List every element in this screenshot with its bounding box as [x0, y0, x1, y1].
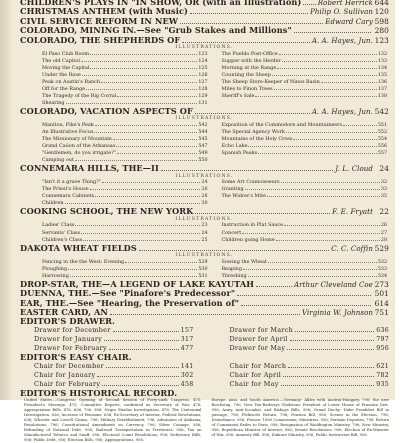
- illustration-title: Manitou, Pike's Peak: [42, 122, 94, 128]
- entry-author: Virginia W. Johnson: [301, 308, 373, 317]
- illustration-page: 556: [377, 144, 387, 150]
- entry-author: F. E. Fryatt: [332, 208, 373, 217]
- illustration-page: 137: [377, 86, 387, 92]
- illustration-page: 128: [198, 86, 208, 92]
- drawer-column-right: [216, 326, 390, 354]
- entries-top: [20, 0, 389, 45]
- illustration-title: The Tragedy of the Big Corral: [42, 92, 117, 99]
- entry-author: Edward Cary: [325, 17, 373, 26]
- drawer-column-left: [20, 326, 194, 354]
- illustration-page: 134: [377, 65, 387, 71]
- illustration-page: 26: [201, 187, 208, 193]
- illustration-item: [42, 193, 208, 200]
- illustration-item: [42, 259, 208, 266]
- illustration-item: [42, 150, 208, 157]
- illustration-item: [222, 58, 388, 65]
- illustration-title: "Isn't it a grave Thing?": [42, 179, 101, 186]
- illustration-item: [42, 79, 208, 86]
- illustration-page: 135: [377, 72, 387, 78]
- entry-title: CONNEMARA HILLS, THE—II: [20, 163, 159, 174]
- illustration-title: The Priest's House: [42, 186, 89, 193]
- illustrations-label: ILLUSTRATIONS.: [175, 173, 234, 179]
- chair-page: 458: [180, 381, 194, 389]
- illustrations-list: [20, 222, 389, 243]
- illustrations-label: ILLUSTRATIONS.: [175, 45, 234, 51]
- illustrations-list: [20, 122, 389, 164]
- section-heading: [20, 353, 389, 361]
- illustrations-label: ILLUSTRATIONS.: [175, 253, 234, 259]
- illustration-item: [42, 51, 208, 58]
- chair-item: [216, 362, 390, 371]
- historical-record-text: [20, 398, 389, 443]
- illustration-title: Sheriff's Sale: [221, 92, 255, 99]
- leader-dots: [190, 13, 308, 14]
- illustration-item: [42, 136, 208, 143]
- illustrations-label: ILLUSTRATIONS.: [175, 116, 234, 122]
- entry-page: 501: [374, 289, 389, 299]
- entry-title: CHRISTMAS ANTHEM (with Music): [20, 6, 189, 17]
- illustrations-column-left: [42, 259, 208, 280]
- chair-label: Chair for December: [34, 361, 104, 370]
- entry-page: 280: [374, 26, 389, 36]
- chair-label: Chair for March: [229, 361, 287, 370]
- illustrations-column-left: [42, 122, 208, 164]
- illustration-page: 35: [380, 194, 387, 200]
- illustration-page: 542: [198, 123, 208, 128]
- illustration-item: [222, 86, 388, 93]
- illustration-title: El Paso Club Room: [42, 50, 90, 57]
- leader-dots: [195, 113, 310, 114]
- drawer-label: Drawer for April: [229, 334, 288, 343]
- illustration-title: The Widow's Mite: [221, 193, 266, 200]
- illustration-page: 126: [198, 72, 208, 78]
- chair-item: [216, 380, 390, 389]
- illustration-page: 23: [201, 223, 208, 229]
- illustration-item: [42, 230, 208, 237]
- illustration-title: Fencing in the the West: Evening: [42, 258, 125, 265]
- illustration-page: 28: [380, 237, 387, 243]
- illustration-page: 554: [377, 137, 387, 143]
- illustration-title: The Sheep Store-Keeper of Ninos Basin: [221, 78, 320, 85]
- historical-record-heading: EDITOR'S HISTORICAL RECORD.: [20, 388, 178, 399]
- leader-dots: [241, 305, 371, 306]
- chair-column-right: [216, 362, 390, 390]
- index-entry: [20, 36, 389, 45]
- illustrations-column-right: [222, 122, 388, 164]
- illustration-title: Servants' Class: [42, 229, 81, 236]
- illustration-page: 27: [380, 230, 387, 236]
- index-entry: [20, 207, 389, 216]
- illustration-title: Shearing: [42, 99, 65, 106]
- illustration-item: [222, 237, 388, 244]
- easy-chair-heading: EDITOR'S EASY CHAIR.: [20, 352, 132, 363]
- illustration-page: 532: [377, 259, 387, 265]
- illustration-title: Children's Class: [42, 236, 83, 243]
- entry-title: EDITOR'S DRAWER.: [20, 316, 116, 327]
- drawer-item: [216, 335, 390, 344]
- illustrations-column-right: [222, 51, 388, 107]
- illustration-page: 30: [201, 201, 208, 207]
- illustration-title: "Gentlemen, do you irrigate?": [42, 150, 117, 157]
- illustration-page: 33: [380, 187, 387, 193]
- chair-page: 782: [376, 372, 389, 379]
- illustration-title: Threshing: [221, 272, 247, 279]
- illustration-title: Peak on Austin's Ranch: [42, 78, 101, 85]
- illustration-page: 132: [377, 51, 387, 57]
- illustration-title: The old Capitol: [42, 57, 80, 64]
- illustration-title: The Special Agency Work: [221, 129, 285, 136]
- illustration-title: An Illustrative Focus: [42, 129, 94, 136]
- illustration-item: [222, 93, 388, 100]
- illustration-item: [222, 222, 388, 229]
- illustration-page: 534: [377, 273, 387, 279]
- leader-dots: [110, 314, 300, 315]
- illustration-item: [222, 259, 388, 266]
- illustration-item: [42, 65, 208, 72]
- chair-label: Chair for April: [229, 371, 282, 379]
- illustration-page: 24: [201, 230, 208, 236]
- chair-item: [20, 371, 194, 380]
- entry-title: DUENNA, THE.—See "Pinafore's Predecessor": [20, 288, 236, 299]
- entry-page: 273: [374, 279, 389, 289]
- illustration-item: [42, 266, 208, 273]
- entry-page: 542: [374, 107, 389, 116]
- illustration-page: 136: [377, 79, 387, 85]
- illustration-page: 552: [377, 130, 387, 136]
- drawer-page: 157: [180, 326, 194, 334]
- illustration-title: Connemara Cabinets: [42, 193, 95, 200]
- illustration-title: Mountains of the Holy Cross: [221, 136, 293, 143]
- illustration-title: Under the Rose: [42, 71, 81, 78]
- leader-dots: [182, 42, 310, 43]
- leader-dots: [180, 23, 323, 24]
- drawer-item: [216, 344, 390, 353]
- illustrations-column-left: [42, 222, 208, 243]
- index-entry: [20, 107, 389, 116]
- illustration-page: 125: [198, 65, 208, 71]
- entry-author: C. C. Coffin: [331, 244, 373, 253]
- illustration-page: 28: [201, 194, 208, 200]
- chair-page: 935: [376, 381, 389, 389]
- chair-column-left: [20, 362, 194, 390]
- illustration-title: Morning at the Range: [221, 64, 277, 71]
- illustration-item: [42, 129, 208, 136]
- illustration-title: Sowing the Wheat: [221, 258, 267, 265]
- illustration-title: Instruction in Plat Sauce: [221, 222, 284, 229]
- easy-chair-list: [20, 362, 389, 390]
- illustration-page: 124: [198, 58, 208, 64]
- illustration-item: [222, 51, 388, 58]
- illustration-item: [222, 179, 388, 186]
- drawer-item: [20, 335, 194, 344]
- illustration-item: [222, 122, 388, 129]
- illustration-page: 544: [198, 130, 208, 136]
- entry-title: COLORADO, MINING IN.—See "Grub Stakes and Millions": [20, 25, 292, 36]
- entry-page: 22: [379, 207, 389, 217]
- illustration-title: Moving the Capital: [42, 64, 90, 71]
- index-entry: [20, 164, 389, 173]
- leader-dots: [195, 213, 330, 214]
- chair-item: [216, 371, 390, 380]
- illustration-title: Exposition of the Commodore and Mountaineers: [221, 122, 343, 128]
- illustration-page: 550: [198, 158, 208, 164]
- drawer-item: [216, 326, 390, 335]
- index-page: [12, 0, 395, 443]
- illustration-title: Ploughing: [42, 265, 68, 272]
- illustration-title: Miles to Pinon Trees: [221, 85, 273, 92]
- illustrations-column-left: [42, 179, 208, 207]
- chair-label: Chair for January: [34, 371, 96, 379]
- drawer-label: Drawer for December: [34, 325, 111, 334]
- entry-page: 529: [374, 243, 389, 253]
- illustrations-list: [20, 259, 389, 280]
- illustration-item: [222, 230, 388, 237]
- illustration-title: Reaping: [221, 265, 242, 272]
- illustration-title: Grand Caiion of the Arkansas: [42, 143, 116, 150]
- illustration-page: 24: [201, 180, 208, 186]
- chair-page: 141: [180, 362, 194, 370]
- illustration-page: 123: [198, 51, 208, 57]
- entry-author: Philip O. Sullivan: [310, 8, 373, 17]
- illustration-title: Children going Home: [221, 236, 275, 243]
- illustration-title: Some Art Connoisseurs: [221, 179, 280, 186]
- illustration-page: 127: [198, 79, 208, 85]
- illustration-item: [42, 72, 208, 79]
- illustration-page: 545: [198, 137, 208, 143]
- entry-title: EASTER CARD, AN: [20, 306, 109, 317]
- illustration-title: Echo Lake: [221, 143, 248, 150]
- drawer-label: Drawer for February: [34, 344, 107, 353]
- illustration-item: [42, 58, 208, 65]
- drawer-page: 956: [376, 345, 389, 353]
- illustration-page: 26: [380, 223, 387, 229]
- page-binding: [0, 0, 12, 400]
- illustration-item: [42, 93, 208, 100]
- entry-author: A. A. Hayes, Jun.: [311, 108, 373, 116]
- illustration-title: Concert: [221, 229, 242, 236]
- illustration-page: 138: [377, 93, 387, 99]
- chair-label: Chair for May: [229, 380, 279, 389]
- illustrations-list: [20, 179, 389, 207]
- entry-title: DROP-STAR, THE—A LEGEND OF LAKE KAYUTAH: [20, 278, 255, 289]
- drawer-label: Drawer for March: [229, 325, 294, 334]
- entry-title: COLORADO, THE SHEPHERDS OF: [20, 34, 181, 45]
- illustrations-column-right: [222, 179, 388, 207]
- leader-dots: [139, 250, 329, 251]
- entry-page: 24: [379, 164, 389, 174]
- illustration-item: [222, 266, 388, 273]
- illustrations-column-right: [222, 222, 388, 243]
- entries-mid: [20, 280, 389, 326]
- illustration-item: [222, 150, 388, 157]
- illustration-page: 129: [198, 93, 208, 99]
- illustration-item: [42, 179, 208, 186]
- chair-page: 621: [376, 362, 389, 370]
- illustration-page: 531: [198, 273, 208, 279]
- illustration-title: Camping out: [42, 157, 74, 164]
- illustrations-column-left: [42, 51, 208, 107]
- illustration-item: [222, 186, 388, 193]
- section-heading: [20, 389, 389, 397]
- entry-page: 120: [374, 7, 389, 17]
- illustration-item: [222, 72, 388, 79]
- index-content: [20, 0, 389, 443]
- entry-page: 644: [374, 0, 389, 7]
- drawer-page: 636: [376, 326, 389, 334]
- illustration-page: 529: [198, 259, 208, 265]
- illustration-title: Counting the Sheep: [221, 71, 271, 78]
- entry-title: CIVIL SERVICE REFORM IN NEW: [20, 15, 179, 26]
- illustration-item: [222, 193, 388, 200]
- illustration-page: 133: [377, 58, 387, 64]
- illustration-title: The Pueblo Post-Office: [221, 50, 278, 57]
- entry-author: Robert Herrick: [317, 0, 373, 7]
- illustration-item: [42, 143, 208, 150]
- illustration-item: [42, 86, 208, 93]
- entry-author: A. A. Hayes, Jun.: [311, 36, 373, 45]
- index-entry: [20, 317, 389, 325]
- illustration-title: Off for the Range: [42, 85, 86, 92]
- illustration-item: [42, 122, 208, 129]
- chair-page: 302: [180, 372, 194, 379]
- drawer-label: Drawer for January: [34, 334, 103, 343]
- entry-page: 751: [374, 307, 389, 317]
- illustration-item: [222, 136, 388, 143]
- illustration-title: The Missionary of Mountain: [42, 136, 112, 143]
- illustration-title: Children: [42, 200, 64, 207]
- illustration-page: 551: [377, 123, 387, 128]
- illustration-page: 533: [377, 266, 387, 272]
- illustration-page: 131: [198, 100, 208, 106]
- leader-dots: [256, 286, 292, 287]
- chair-label: Chair for February: [34, 380, 101, 389]
- drawer-page: 317: [180, 335, 194, 343]
- illustration-item: [222, 65, 388, 72]
- illustration-page: 32: [380, 180, 387, 186]
- entry-page: 123: [374, 35, 389, 45]
- historical-column-right: Europe, Asia, and South America.—Germany: Allies with Austria-Hungary, 796; the new Reichstag, 796; New Ten-Railways Gladstone President of Lower House of Prussian Diet, 956; Army, Anti-Socialist, and Bishops Bills, 956; Grand Duchy: Duke Frankfort Bill in passage, 796; Plebiscite Return, 796; Pension Bill, 956; Scenes in the Election, 796; Disturbance, 956; France: 1880 Commission; Ministries, 956; Parisian Deputies, 796; Return of Communist Exiles to Paris, 956; Resignation of Waddington Ministry, 796; New Ministry, 956; Republican Minister of Interior, 956; Senate Resolutions, 956; Election of Ex-Minister of War, 956; Amnesty Bill, 956; Dufaure Ministry, 956; Public Instruction Bill, 956.: [211, 397, 389, 438]
- illustrations-list: [20, 51, 389, 107]
- illustration-title: Granting: [221, 186, 244, 193]
- leader-dots: [237, 295, 371, 296]
- illustration-item: [42, 222, 208, 229]
- entry-title: COLORADO, VACATION ASPECTS OF: [20, 106, 193, 116]
- entry-title: COOKING SCHOOL, THE NEW YORK: [20, 206, 194, 217]
- illustration-page: 557: [377, 151, 387, 157]
- editors-drawer-list: [20, 326, 389, 354]
- illustration-page: 547: [198, 144, 208, 150]
- leader-dots: [161, 170, 333, 171]
- entry-author: Arthur Cleveland Coe: [294, 280, 373, 289]
- illustration-page: 549: [198, 151, 208, 157]
- drawer-label: Drawer for May: [229, 344, 286, 353]
- illustration-item: [222, 129, 388, 136]
- illustration-title: Harrowing: [42, 272, 69, 279]
- illustration-page: 530: [198, 266, 208, 272]
- illustration-item: [42, 186, 208, 193]
- entry-author: J. L. Cloud: [335, 165, 373, 174]
- entry-page: 614: [374, 298, 389, 308]
- illustration-item: [222, 143, 388, 150]
- leader-dots: [294, 32, 371, 33]
- entry-page: 598: [374, 16, 389, 26]
- drawer-page: 477: [180, 345, 194, 353]
- illustration-title: Supper with the Herder: [221, 57, 281, 64]
- entry-title: EAR, THE.—See "Hearing, the Preservation of": [20, 297, 240, 308]
- illustration-item: [222, 79, 388, 86]
- index-entry: [20, 244, 389, 253]
- drawer-page: 797: [376, 335, 389, 343]
- leader-dots: [303, 4, 315, 5]
- illustrations-label: ILLUSTRATIONS.: [175, 216, 234, 222]
- illustration-title: Ladies' Class: [42, 222, 75, 229]
- illustrations-column-right: [222, 259, 388, 280]
- drawer-item: [20, 326, 194, 335]
- illustration-title: Spanish Peaks: [221, 150, 258, 157]
- entry-title: CHILDREN'S PLAYS IN "IN SHOW, OR (with an Illustration): [20, 0, 302, 7]
- illustration-page: 25: [201, 237, 208, 243]
- historical-column-left: United States.—Congress: Opening of Second Session of Forty-sixth Congress, 475; President's Message, 475; Committee Reports; confirmed as Secretary of War, 476; Appropriation Bills, 476, 636, 796, 956; Negro Exodus Investigation, 476; The Centennial Investigation, 636; Increase of Pensions, 636; Ex-Secretary of Interior, Federal Resolutions, 636; Wheeler and Lowell Claims, 796; Military Establishment, 796; Admission of Alabama; Resolutions, 796; Constitutional Amendment on Currency, 796; Silver Coinage, 956; Refunding of National Debt, 956; Railroad Transportation in Territories, 956; Tax on Manufactured Tobacco and Snuff, 956; Electoral Count Resolutions, 956; Deficiency Bills, 956; Public Debt, 956; Election Bills, 956; Appropriations, 956.: [24, 397, 202, 443]
- chair-item: [20, 362, 194, 371]
- entry-title: DAKOTA WHEAT FIELDS: [20, 242, 137, 253]
